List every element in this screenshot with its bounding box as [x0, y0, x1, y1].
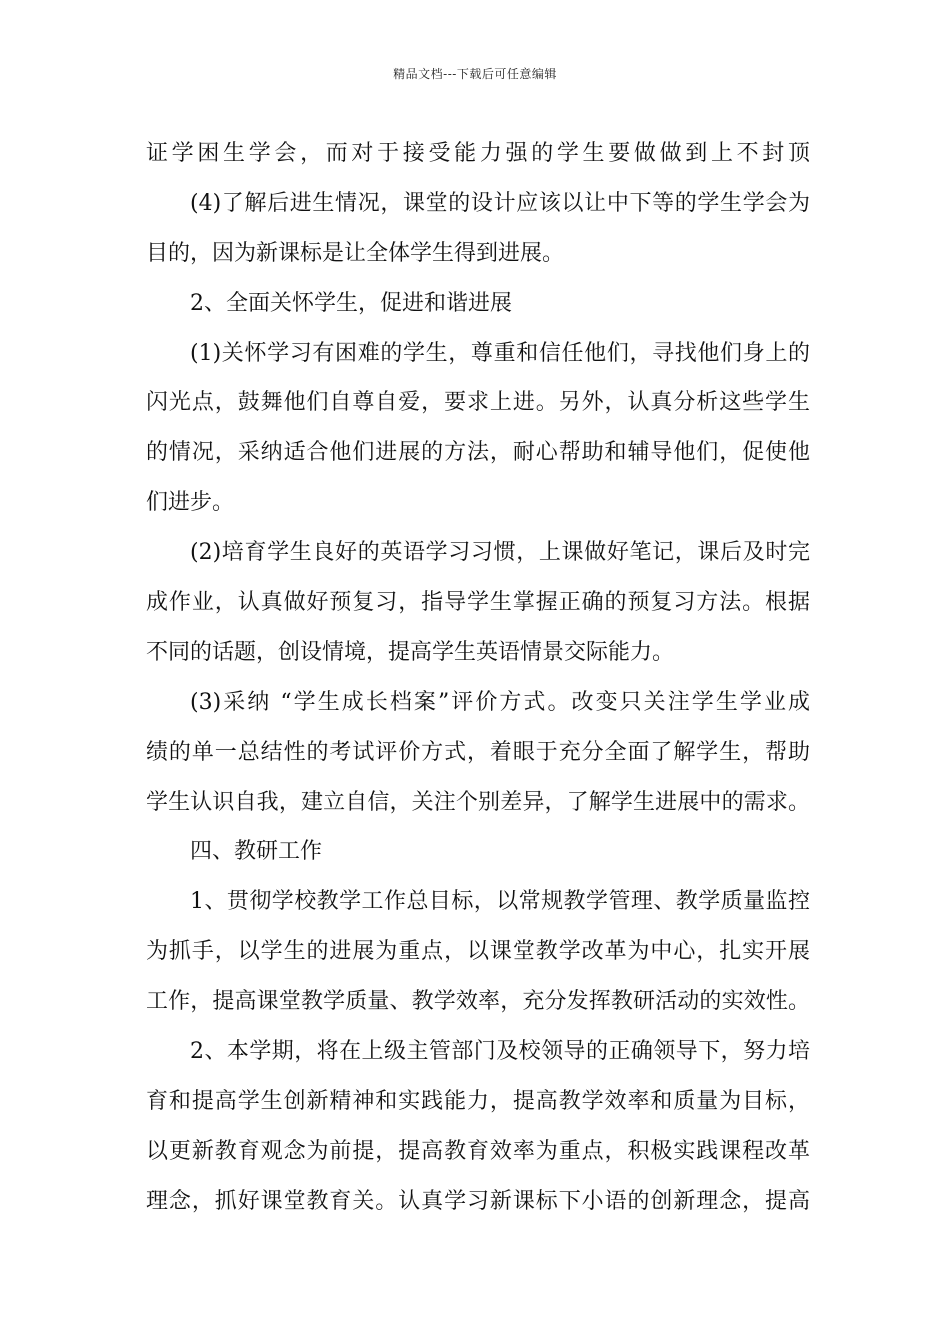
text-line: 1、贯彻学校教学工作总目标，以常规教学管理、教学质量监控	[190, 889, 810, 915]
text-line: 绩的单一总结性的考试评价方式，着眼于充分全面了解学生，帮助	[146, 739, 810, 765]
text-line: (2)培育学生良好的英语学习习惯，上课做好笔记，课后及时完	[190, 540, 810, 566]
text-line: 证学困生学会，而对于接受能力强的学生要做做到上不封顶	[146, 141, 810, 166]
text-line: 育和提高学生创新精神和实践能力，提高教学效率和质量为目标，	[146, 1088, 810, 1114]
page-header: 精品文档---下载后可任意编辑	[393, 67, 557, 81]
section-heading: 2、全面关怀学生，促进和谐进展	[190, 290, 512, 316]
text-line: (1)关怀学习有困难的学生，尊重和信任他们，寻找他们身上的	[190, 340, 810, 366]
text-line: 闪光点，鼓舞他们自尊自爱，要求上进。另外，认真分析这些学生	[146, 390, 810, 416]
text-line: 目的，因为新课标是让全体学生得到进展。	[146, 240, 565, 266]
text-line: 不同的话题，创设情境，提高学生英语情景交际能力。	[146, 639, 675, 665]
section-heading: 四、教研工作	[190, 839, 323, 865]
text-line: 成作业，认真做好预复习，指导学生掌握正确的预复习方法。根据	[146, 590, 810, 616]
text-line: 2、本学期，将在上级主管部门及校领导的正确领导下，努力培	[190, 1039, 810, 1065]
text-line: 学生认识自我，建立自信，关注个别差异，了解学生进展中的需求。	[146, 789, 810, 815]
text-line: 为抓手，以学生的进展为重点，以课堂教学改革为中心，扎实开展	[146, 939, 810, 965]
text-line: (4)了解后进生情况，课堂的设计应该以让中下等的学生学会为	[190, 190, 810, 216]
text-line: 以更新教育观念为前提，提高教育效率为重点，积极实践课程改革	[146, 1138, 810, 1164]
text-line: 们进步。	[146, 490, 235, 516]
text-line: 工作，提高课堂教学质量、教学效率，充分发挥教研活动的实效性。	[146, 989, 810, 1015]
text-line: 理念，抓好课堂教育关。认真学习新课标下小语的创新理念，提高	[146, 1188, 810, 1214]
text-line: (3)采纳 “学生成长档案”评价方式。改变只关注学生学业成	[190, 689, 810, 715]
text-line: 的情况，采纳适合他们进展的方法，耐心帮助和辅导他们，促使他	[146, 440, 810, 466]
document-body	[146, 129, 810, 1227]
